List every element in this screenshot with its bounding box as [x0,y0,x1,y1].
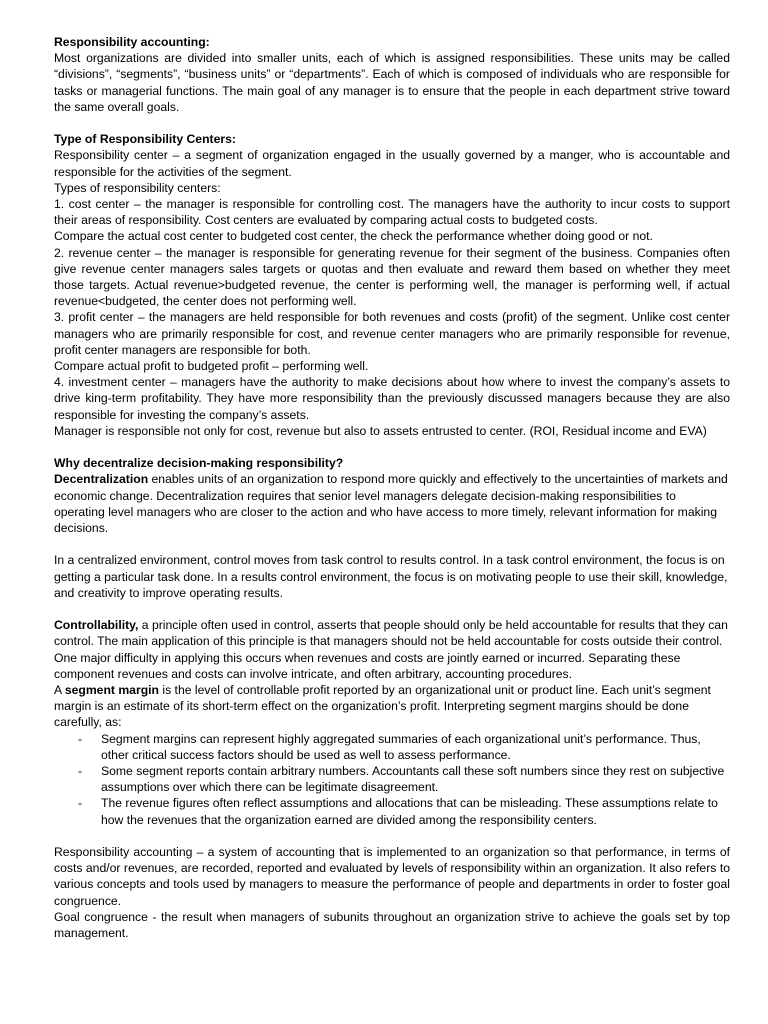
segment-prefix: A [54,683,65,698]
document-page [54,34,730,941]
dash-bullet: - [78,764,83,779]
paragraph-controllability [54,617,730,682]
paragraph-profit-center: 3. profit center – the managers are held responsible for both revenues and costs (profit) of the segment. Unlike cost center managers who are primarily responsible for cost, and revenue center managers who are primarily responsible for revenue, profit center managers are responsible for both. [54,310,730,357]
spacer [54,439,730,455]
list-item [54,731,730,763]
paragraph-responsibility-accounting-definition: Responsibility accounting – a system of accounting that is implemented to an organization so that performance, in terms of costs and/or revenues, are recorded, reported and evaluated by levels of responsibility within an organization. It also refers to various concepts and tools used by managers to measure the performance of people and departments in order to foster goal congruence. [54,845,730,908]
paragraph-cost-center-note: Compare the actual cost center to budgeted cost center, the check the performance whether doing good or not. [54,229,653,244]
paragraph-segment-margin [54,682,730,731]
list-item-text: Some segment reports contain arbitrary numbers. Accountants call these soft numbers since they rest on subjective assumptions over which there can be legitimate disagreement. [101,764,725,795]
spacer [54,601,730,617]
paragraph-profit-center-note: Compare actual profit to budgeted profit – performing well. [54,359,369,374]
term-controllability: Controllability, [54,618,139,633]
segment-margin-text: is the level of controllable profit reported by an organizational unit or product line. Each unit’s segment margin is an estimate of its short-term effect on the organization’s profit. Interpreting segment margins should be done carefully, as: [54,683,711,730]
list-item-text: Segment margins can represent highly aggregated summaries of each organizational unit’s performance. Thus, other critical success factors should be used as well to assess performance. [101,731,701,762]
paragraph-cost-center: 1. cost center – the manager is responsible for controlling cost. The managers have the authority to incur costs to support their areas of responsibility. Cost centers are evaluated by comparing actual costs to budgeted costs. [54,197,730,228]
paragraph-types-intro: Types of responsibility centers: [54,180,221,195]
term-decentralization: Decentralization [54,472,149,487]
paragraph-goal-congruence: Goal congruence - the result when managers of subunits throughout an organization strive to achieve the goals set by top management. [54,909,730,941]
heading-responsibility-centers: Type of Responsibility Centers: [54,132,236,147]
paragraph-center-definition: Responsibility center – a segment of organization engaged in the usually governed by a manger, who is accountable and responsible for the activities of the segment. [54,148,730,179]
paragraph-decentralization [54,471,730,536]
dash-bullet: - [78,796,83,811]
spacer [54,828,730,844]
paragraph-revenue-center: 2. revenue center – the manager is responsible for generating revenue for their segment of the business. Companies often give revenue center managers sales targets or quotas and then evaluate and reward them based on whether they meet those targets. Actual revenue>budgeted revenue, the center is performing well, the manager is performing well, if actual revenue<budgeted, the center does not performing well. [54,245,730,309]
paragraph-responsibility-intro: Most organizations are divided into smaller units, each of which is assigned responsibilities. These units may be called “divisions”, “segments”, “business units” or “departments”. Each of which is composed of individuals who are responsible for tasks or managerial functions. The main goal of any manager is to ensure that the people in each department strive toward the same overall goals. [54,51,730,114]
decentralization-text: enables units of an organization to respond more quickly and effectively to the uncertainties of markets and economic change. Decentralization requires that senior level managers delegate decision-making responsibilities to operating level managers who are closer to the action and who have access to more timely, relevant information for making decisions. [54,472,728,536]
heading-responsibility-accounting: Responsibility accounting: [54,35,210,49]
dash-bullet: - [78,731,83,746]
paragraph-centralized-environment: In a centralized environment, control moves from task control to results control. In a task control environment, the focus is on getting a particular task done. In a results control environment, the focus is on motivating people to use their skill, knowledge, and creativity to improve operating results. [54,553,728,600]
heading-decentralize: Why decentralize decision-making responsibility? [54,456,344,471]
controllability-text: a principle often used in control, asserts that people should only be held accountable for results that they can control. The main application of this principle is that managers should not be held accountable for costs outside their control. One major difficulty in applying this occurs when revenues and costs are jointly earned or incurred. Separating these component revenues and costs can involve intricate, and often arbitrary, accounting procedures. [54,618,728,681]
segment-margin-list [54,731,730,828]
paragraph-investment-center-note: Manager is responsible not only for cost, revenue but also to assets entrusted to center. (ROI, Residual income and EVA) [54,423,707,438]
spacer [54,115,730,131]
spacer [54,536,730,552]
paragraph-investment-center: 4. investment center – managers have the authority to make decisions about how where to invest the company’s assets to drive king-term profitability. They have more responsibility than the previously discussed managers because they are also responsible for investing the company’s assets. [54,375,730,422]
list-item-text: The revenue figures often reflect assumptions and allocations that can be misleading. These assumptions relate to how the revenues that the organization earned are divided among the responsibility centers. [101,796,718,827]
list-item [54,763,730,795]
list-item [54,795,730,827]
term-segment-margin: segment margin [64,683,159,698]
